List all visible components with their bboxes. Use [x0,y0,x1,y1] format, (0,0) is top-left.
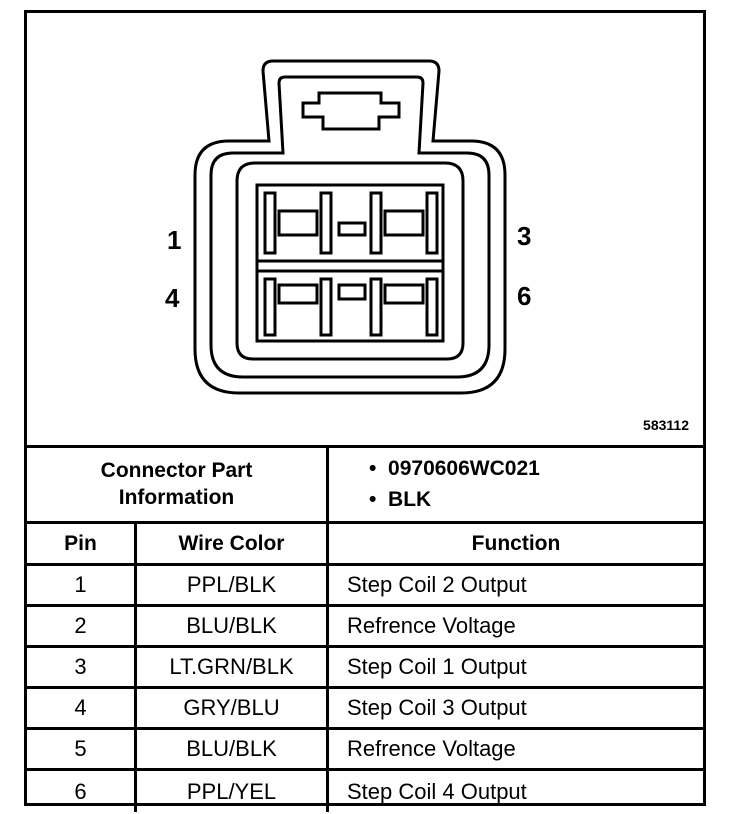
part-number: 0970606WC021 [388,457,540,481]
table-row [27,648,703,689]
pin-label-6: 6 [517,281,532,311]
table-row [27,771,703,812]
row-function: Refrence Voltage [347,613,516,638]
table-row [27,689,703,730]
pin-label-1: 1 [167,225,182,255]
row-function: Step Coil 3 Output [347,695,527,720]
connector-color-item [369,485,431,515]
connector-inner-outline [211,77,489,377]
row-function: Refrence Voltage [347,736,516,761]
row-function: Step Coil 2 Output [347,572,527,597]
row-wire-color: BLU/BLK [137,730,329,768]
row-function: Step Coil 1 Output [347,654,527,679]
row-pin: 6 [27,771,137,812]
connector-drawing [27,13,703,443]
pin-label-3: 3 [517,221,532,251]
terminal-block [257,185,443,341]
row-wire-color: PPL/BLK [137,566,329,604]
row-wire-color: LT.GRN/BLK [137,648,329,686]
connector-outer-housing [195,61,505,393]
connector-info-label-line1: Connector Part [100,459,253,483]
latch [303,93,399,129]
table-header [27,524,703,566]
table-row [27,730,703,771]
connector-color: BLK [388,487,432,511]
connector-frame [24,10,706,806]
connector-info-label-line2: Information [118,485,235,509]
pin-label-4: 4 [165,283,180,313]
header-pin: Pin [27,524,137,563]
row-wire-color: PPL/YEL [137,771,329,812]
row-pin: 1 [27,566,137,604]
row-pin: 3 [27,648,137,686]
table-row [27,607,703,648]
bullet-icon: • [369,457,377,481]
figure-id: 583112 [643,417,689,433]
header-function: Function [471,531,561,555]
row-function: Step Coil 4 Output [347,778,527,804]
row-pin: 4 [27,689,137,727]
connector-info-label [27,448,329,521]
connector-info-row [27,448,703,524]
row-pin: 2 [27,607,137,645]
connector-info-values [329,448,703,521]
header-wire-color: Wire Color [137,524,329,563]
table-row [27,566,703,607]
connector-diagram [27,13,703,443]
bullet-icon: • [369,487,377,511]
row-wire-color: GRY/BLU [137,689,329,727]
row-wire-color: BLU/BLK [137,607,329,645]
pinout-table [27,445,703,812]
row-pin: 5 [27,730,137,768]
part-number-item [369,454,540,484]
